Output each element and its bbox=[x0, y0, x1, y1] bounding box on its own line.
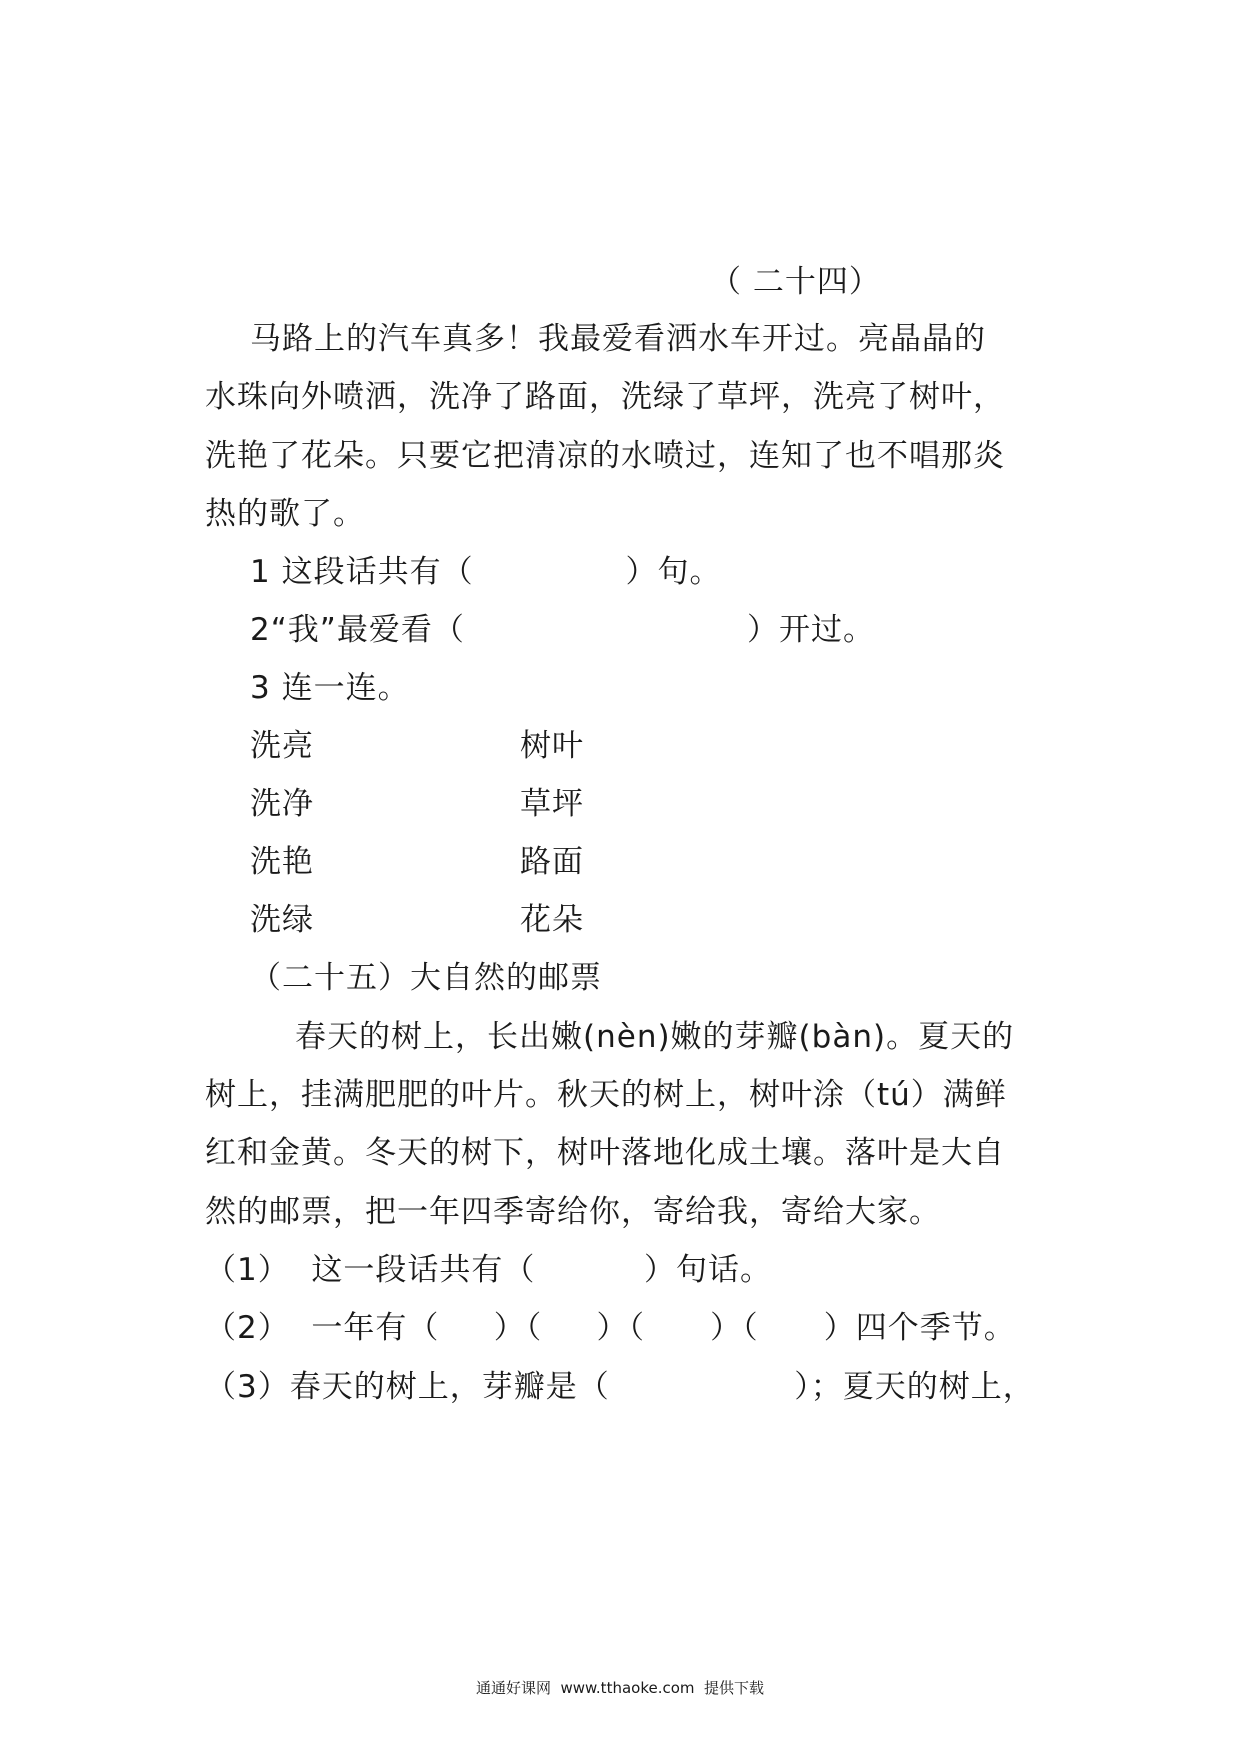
match-left-item: 洗净 bbox=[250, 786, 314, 822]
section-24-paragraph-line: 洗艳了花朵。只要它把清凉的水喷过，连知了也不唱那炎 bbox=[205, 438, 1005, 474]
section-24-paragraph-line: 马路上的汽车真多！我最爱看洒水车开过。亮晶晶的 bbox=[250, 321, 986, 357]
match-left-item: 洗亮 bbox=[250, 728, 314, 764]
match-right-item: 树叶 bbox=[520, 728, 584, 764]
match-left-item: 洗绿 bbox=[250, 902, 314, 938]
section-24-question-3: 3 连一连。 bbox=[250, 670, 410, 706]
match-right-item: 花朵 bbox=[520, 902, 584, 938]
section-24-question-2: 2“我”最爱看（ ）开过。 bbox=[250, 612, 876, 648]
page-footer: 通通好课网 www.tthaoke.com 提供下载 bbox=[475, 1679, 765, 1697]
match-right-item: 草坪 bbox=[520, 786, 584, 822]
section-25-paragraph-line: 红和金黄。冬天的树下，树叶落地化成土壤。落叶是大自 bbox=[205, 1135, 1005, 1171]
section-25-question-1: （1） 这一段话共有（ ）句话。 bbox=[205, 1252, 772, 1288]
match-left-item: 洗艳 bbox=[250, 844, 314, 880]
match-right-item: 路面 bbox=[520, 844, 584, 880]
section-24-question-1: 1 这段话共有（ ）句。 bbox=[250, 554, 722, 590]
section-24-heading: （ 二十四） bbox=[710, 264, 881, 300]
section-25-heading: （二十五）大自然的邮票 bbox=[250, 960, 602, 996]
section-25-question-2: （2） 一年有（ ）（ ）（ ）（ ）四个季节。 bbox=[205, 1310, 1016, 1346]
section-25-question-3: （3）春天的树上，芽瓣是（ ）；夏天的树上， bbox=[205, 1369, 1035, 1405]
section-24-paragraph-line: 热的歌了。 bbox=[205, 496, 365, 532]
section-25-paragraph-line: 春天的树上，长出嫩(nèn)嫩的芽瓣(bàn)。夏天的 bbox=[295, 1019, 1015, 1055]
section-25-paragraph-line: 树上，挂满肥肥的叶片。秋天的树上，树叶涂（tú）满鲜 bbox=[205, 1077, 1007, 1113]
section-24-paragraph-line: 水珠向外喷洒，洗净了路面，洗绿了草坪，洗亮了树叶， bbox=[205, 379, 1005, 415]
section-25-paragraph-line: 然的邮票，把一年四季寄给你，寄给我，寄给大家。 bbox=[205, 1194, 941, 1230]
